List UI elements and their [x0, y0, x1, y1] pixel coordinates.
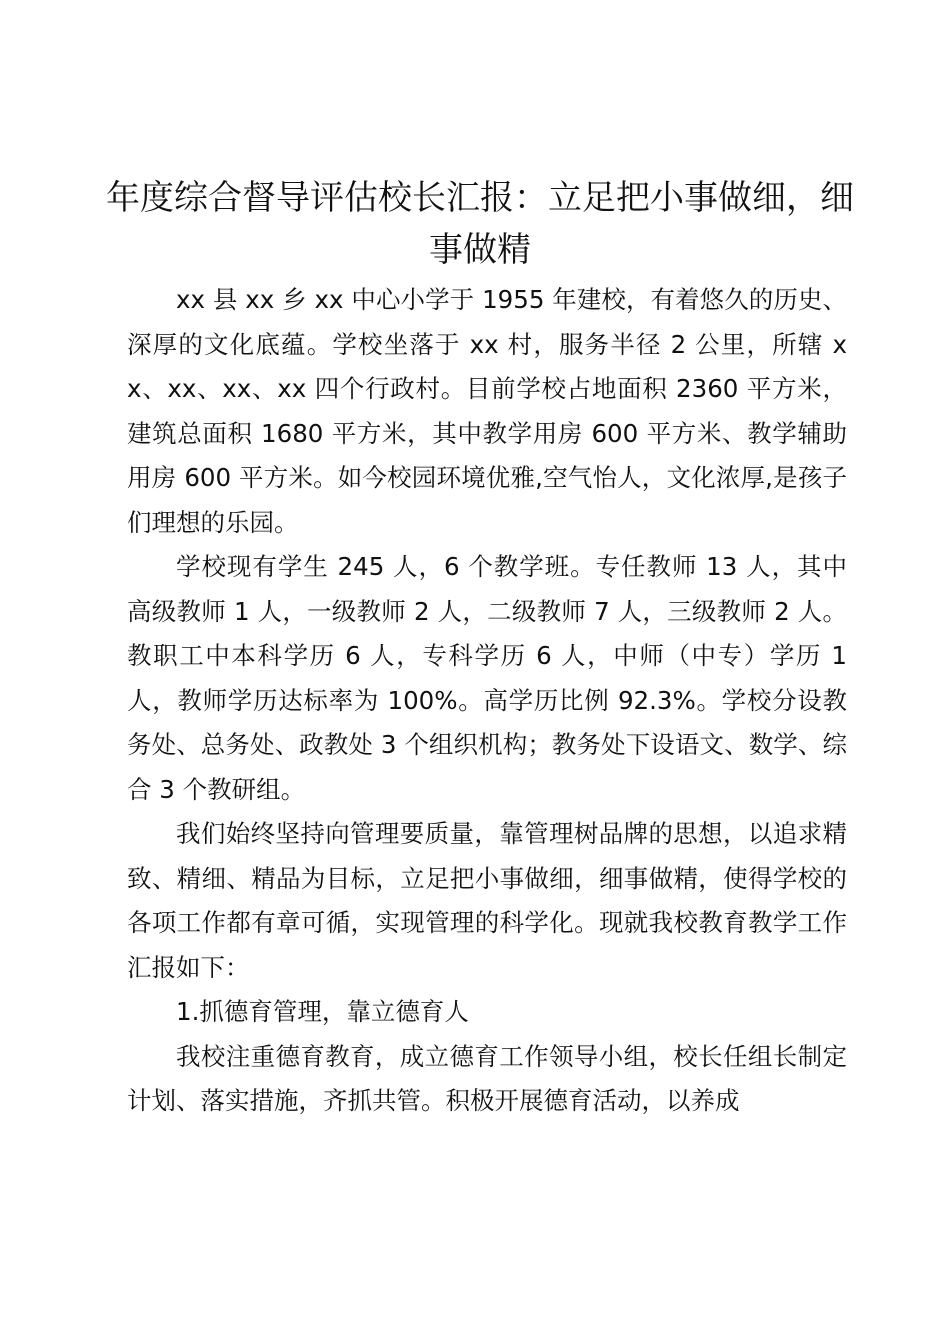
paragraph-school-overview: xx 县 xx 乡 xx 中心小学于 1955 年建校，有着悠久的历史、深厚的文化底蕴。学校坐落于 xx 村，服务半径 2 公里，所辖 xx、xx、xx、xx 四个行政村。目前学校占地面积 2360 平方米，建筑总面积 1680 平方米，其中教学用房 600 平方米、教学辅助用房 600 平方米。如今校园环境优雅,空气怡人，文化浓厚,是孩子们理想的乐园。	[127, 285, 847, 537]
paragraph-staff-and-students: 学校现有学生 245 人，6 个教学班。专任教师 13 人，其中高级教师 1 人，一级教师 2 人，二级教师 7 人，三级教师 2 人。教职工中本科学历 6 人，专科学历 6 人，中师（中专）学历 1 人，教师学历达标率为 100%。高学历比例 92.3%。学校分设教务处、总务处、政教处 3 个组织机构；教务处下设语文、数学、综合 3 个教研组。	[127, 552, 847, 804]
document-body	[127, 278, 847, 1124]
paragraph-moral-education: 我校注重德育教育，成立德育工作领导小组，校长任组长制定计划、落实措施，齐抓共管。积极开展德育活动，以养成	[127, 1041, 847, 1115]
document-title: 年度综合督导评估校长汇报：立足把小事做细，细事做精	[106, 178, 854, 270]
section-heading-moral-education: 1.抓德育管理，靠立德育人	[176, 997, 469, 1026]
paragraph-management-philosophy: 我们始终坚持向管理要质量，靠管理树品牌的思想，以追求精致、精细、精品为目标，立足把小事做细，细事做精，使得学校的各项工作都有章可循，实现管理的科学化。现就我校教育教学工作汇报如下：	[127, 819, 847, 982]
